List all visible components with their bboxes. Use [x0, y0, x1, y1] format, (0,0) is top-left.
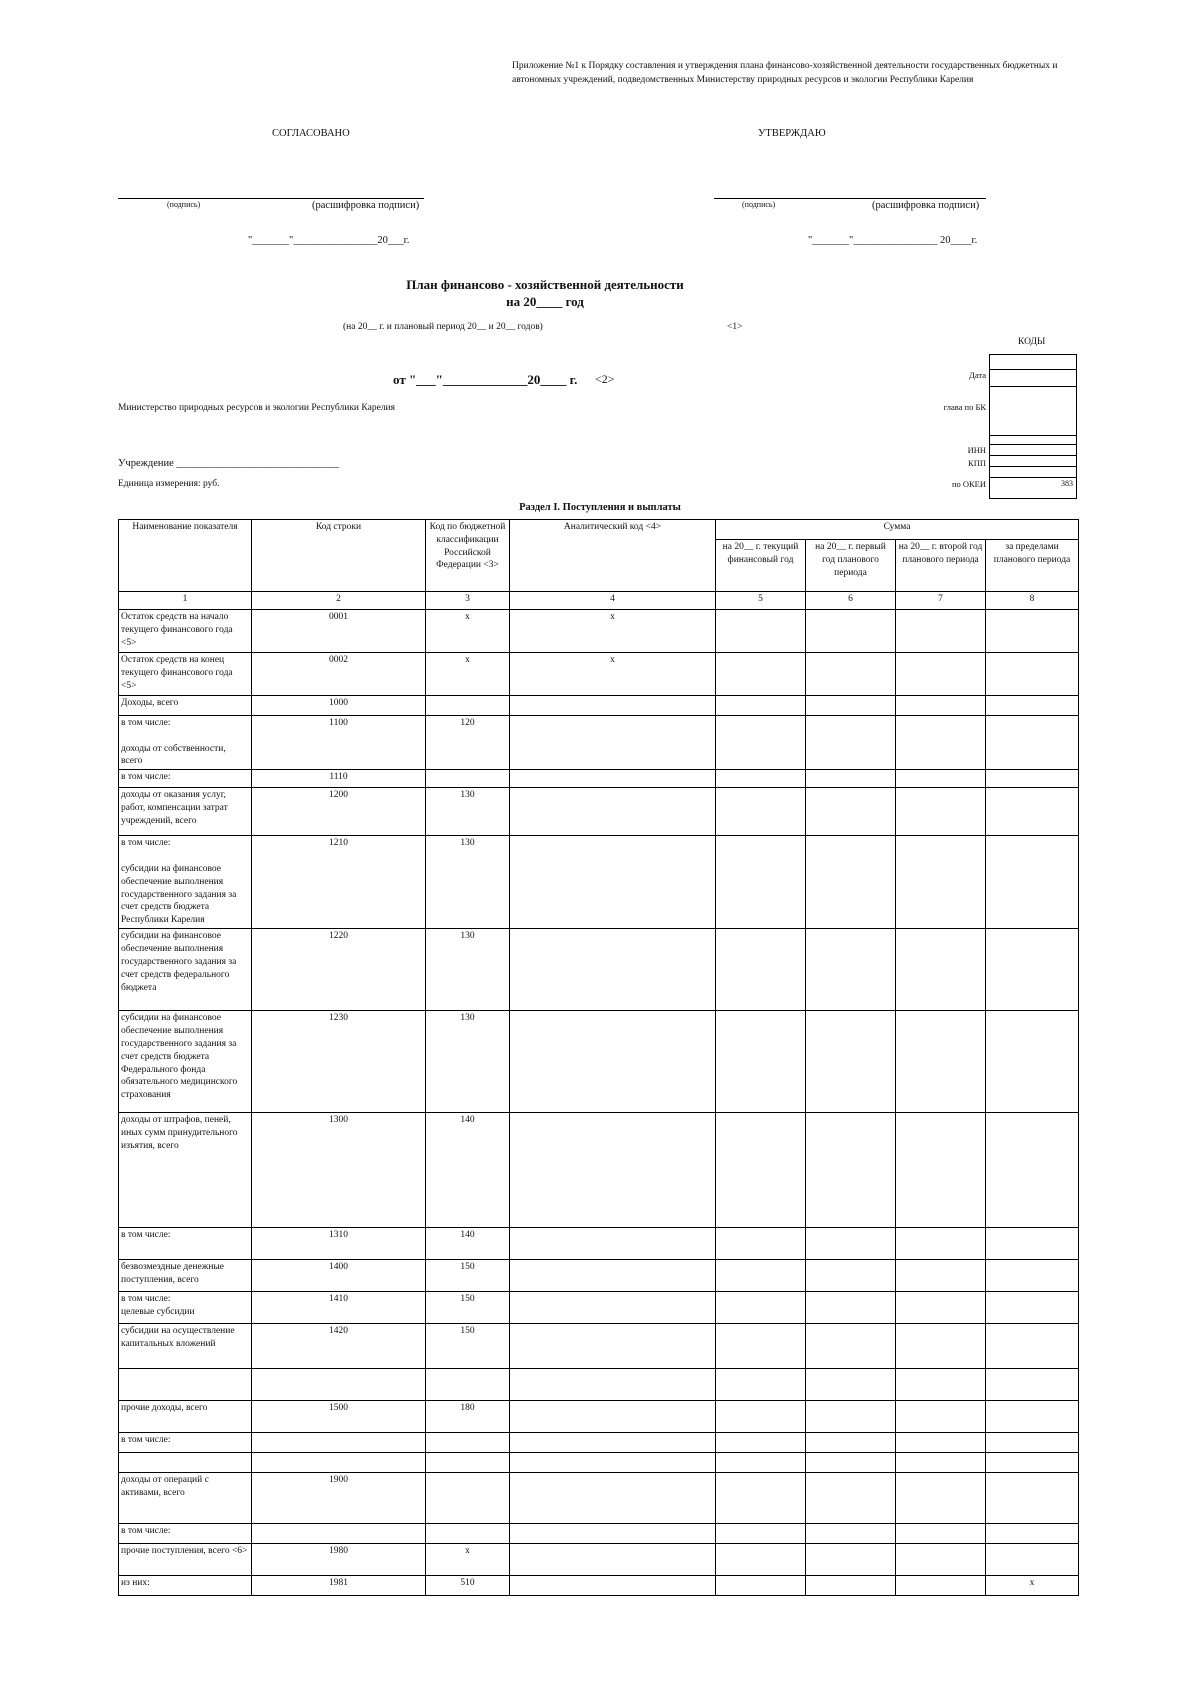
row-code-cell: 1500 [252, 1401, 426, 1433]
sum-cell [716, 1433, 806, 1453]
sum-cell [716, 836, 806, 929]
sum-cell [716, 1453, 806, 1473]
row-name-cell: доходы от операций с активами, всего [119, 1473, 252, 1524]
table-row [119, 1401, 1079, 1433]
sum-cell [806, 1401, 896, 1433]
sum-cell [806, 716, 896, 770]
sum-cell [716, 1524, 806, 1544]
sum-cell-beyond [986, 770, 1079, 788]
sum-cell [896, 1324, 986, 1369]
row-analytic-cell [510, 788, 716, 836]
sum-cell [716, 1324, 806, 1369]
row-name-cell: Остаток средств на конец текущего финансового года <5> [119, 653, 252, 696]
row-name-cell: прочие поступления, всего <6> [119, 1544, 252, 1576]
row-name-cell [119, 1369, 252, 1401]
sum-cell-beyond [986, 788, 1079, 836]
row-code-cell: 1230 [252, 1011, 426, 1113]
row-name-cell: прочие доходы, всего [119, 1401, 252, 1433]
ministry-name: Министерство природных ресурсов и экологии Республики Карелия [118, 403, 395, 413]
sum-cell-beyond [986, 1473, 1079, 1524]
table-row [119, 716, 1079, 770]
row-analytic-cell [510, 836, 716, 929]
note-1: <1> [727, 322, 743, 332]
table-row [119, 1369, 1079, 1401]
row-analytic-cell [510, 1011, 716, 1113]
row-bk-cell: 130 [426, 788, 510, 836]
sum-cell [896, 1544, 986, 1576]
sum-cell [896, 1260, 986, 1292]
institution-line: Учреждение _______________________________ [118, 458, 340, 469]
row-name-cell: доходы от оказания услуг, работ, компенсации затрат учреждений, всего [119, 788, 252, 836]
row-bk-cell: 130 [426, 929, 510, 1011]
sum-cell [896, 1576, 986, 1596]
table-row [119, 610, 1079, 653]
doc-title: План финансово - хозяйственной деятельности [406, 277, 684, 292]
row-code-cell: 1400 [252, 1260, 426, 1292]
sum-cell [896, 1228, 986, 1260]
row-code-cell [252, 1433, 426, 1453]
sum-cell [716, 1369, 806, 1401]
row-name-cell: в том числе: [119, 1433, 252, 1453]
sum-cell [806, 770, 896, 788]
note-2: <2> [595, 372, 615, 386]
table-row [119, 1453, 1079, 1473]
table-row [119, 1260, 1079, 1292]
table-row [119, 1113, 1079, 1228]
column-number: 7 [896, 592, 986, 610]
row-name-cell: в том числе: [119, 1228, 252, 1260]
sum-cell [896, 1292, 986, 1324]
sum-cell-beyond [986, 1453, 1079, 1473]
sign-decode-left: (расшифровка подписи) [312, 200, 420, 211]
row-code-cell: 1420 [252, 1324, 426, 1369]
sum-cell [716, 1544, 806, 1576]
sum-cell [716, 788, 806, 836]
row-name-cell: субсидии на осуществление капитальных вложений [119, 1324, 252, 1369]
row-bk-cell: x [426, 653, 510, 696]
row-name-cell: в том числе: субсидии на финансовое обеспечение выполнения государственного задания за счет средств бюджета Республики Карелия [119, 836, 252, 929]
row-analytic-cell [510, 1113, 716, 1228]
sum-cell [896, 1011, 986, 1113]
row-bk-cell [426, 1433, 510, 1453]
sum-cell [716, 929, 806, 1011]
sum-cell [806, 610, 896, 653]
sum-cell [716, 1576, 806, 1596]
row-analytic-cell [510, 929, 716, 1011]
approved-left-label: СОГЛАСОВАНО [272, 128, 350, 139]
column-number: 5 [716, 592, 806, 610]
sum-cell-beyond [986, 1401, 1079, 1433]
row-analytic-cell [510, 1473, 716, 1524]
row-code-cell: 1110 [252, 770, 426, 788]
date-right: "_______"________________ 20____г. [808, 235, 978, 246]
table-row [119, 1011, 1079, 1113]
table-row [119, 929, 1079, 1011]
row-code-cell: 1300 [252, 1113, 426, 1228]
row-analytic-cell [510, 1292, 716, 1324]
sum-cell [896, 1433, 986, 1453]
row-code-cell: 1200 [252, 788, 426, 836]
unit-label: Единица измерения: руб. [118, 479, 220, 489]
sum-cell [716, 1260, 806, 1292]
row-name-cell: в том числе: доходы от собственности, всего [119, 716, 252, 770]
sum-cell [896, 1369, 986, 1401]
sum-cell-beyond [986, 610, 1079, 653]
row-name-cell: в том числе: целевые субсидии [119, 1292, 252, 1324]
sum-cell [716, 653, 806, 696]
sum-cell-beyond [986, 1011, 1079, 1113]
col-header-sum: Сумма [716, 520, 1079, 540]
row-bk-cell: 180 [426, 1401, 510, 1433]
sum-cell [806, 1324, 896, 1369]
sum-cell-beyond: x [986, 1576, 1079, 1596]
sum-cell-beyond [986, 1324, 1079, 1369]
row-bk-cell [426, 1524, 510, 1544]
sum-cell [806, 836, 896, 929]
row-name-cell [119, 1453, 252, 1473]
sum-cell [716, 1228, 806, 1260]
sum-cell [716, 716, 806, 770]
row-bk-cell [426, 1453, 510, 1473]
row-code-cell [252, 1453, 426, 1473]
code-label-glava: глава по БК [943, 402, 986, 412]
sign-label-left: (подпись) [167, 200, 201, 209]
row-analytic-cell: x [510, 610, 716, 653]
col-header-bk: Код по бюджетной классификации Российской Федерации <3> [426, 520, 510, 592]
row-code-cell: 1100 [252, 716, 426, 770]
okei-value: 383 [1061, 479, 1073, 488]
code-label-okei: по ОКЕИ [951, 479, 986, 489]
row-name-cell: в том числе: [119, 770, 252, 788]
sum-cell [896, 836, 986, 929]
col-header-year-current: на 20__ г. текущий финансовый год [716, 540, 806, 592]
code-label-inn: ИНН [967, 445, 986, 455]
sum-cell [716, 1292, 806, 1324]
appendix-note: Приложение №1 к Порядку составления и утверждения плана финансово-хозяйственной деятельности государственных бюджетных и автономных учреждений, подведомственных Министерству природных ресурсов и экологии Республики Карелия [512, 61, 1058, 85]
signature-line-left [118, 198, 424, 199]
column-number: 8 [986, 592, 1079, 610]
section-title: Раздел I. Поступления и выплаты [519, 502, 681, 513]
sum-cell [806, 929, 896, 1011]
sum-cell [806, 1113, 896, 1228]
row-code-cell: 1000 [252, 696, 426, 716]
row-bk-cell: 510 [426, 1576, 510, 1596]
row-analytic-cell [510, 1576, 716, 1596]
sum-cell [896, 1453, 986, 1473]
sum-cell [716, 610, 806, 653]
row-code-cell: 1900 [252, 1473, 426, 1524]
row-bk-cell: 150 [426, 1260, 510, 1292]
row-code-cell [252, 1369, 426, 1401]
row-bk-cell: 140 [426, 1228, 510, 1260]
column-number: 3 [426, 592, 510, 610]
row-code-cell: 1220 [252, 929, 426, 1011]
signature-line-right [714, 198, 986, 199]
table-row [119, 653, 1079, 696]
row-analytic-cell [510, 1524, 716, 1544]
sign-decode-right: (расшифровка подписи) [872, 200, 980, 211]
sum-cell [896, 1473, 986, 1524]
sum-cell [716, 696, 806, 716]
sum-cell [806, 1433, 896, 1453]
sum-cell [806, 1292, 896, 1324]
sum-cell [806, 1544, 896, 1576]
row-analytic-cell [510, 1324, 716, 1369]
column-number: 1 [119, 592, 252, 610]
col-header-name: Наименование показателя [119, 520, 252, 592]
row-name-cell: субсидии на финансовое обеспечение выполнения государственного задания за счет средств федерального бюджета [119, 929, 252, 1011]
row-code-cell [252, 1524, 426, 1544]
sum-cell-beyond [986, 929, 1079, 1011]
sum-cell-beyond [986, 696, 1079, 716]
row-analytic-cell [510, 1453, 716, 1473]
sum-cell [806, 696, 896, 716]
column-number: 4 [510, 592, 716, 610]
sum-cell-beyond [986, 1260, 1079, 1292]
sum-cell-beyond [986, 1544, 1079, 1576]
sum-cell [896, 1524, 986, 1544]
row-name-cell: из них: [119, 1576, 252, 1596]
row-analytic-cell [510, 1228, 716, 1260]
table-row [119, 1524, 1079, 1544]
sum-cell [896, 696, 986, 716]
row-name-cell: субсидии на финансовое обеспечение выполнения государственного задания за счет средств бюджета Федерального фонда обязательного медицинского страхования [119, 1011, 252, 1113]
sum-cell [716, 1011, 806, 1113]
row-code-cell: 1310 [252, 1228, 426, 1260]
sum-cell-beyond [986, 1369, 1079, 1401]
sum-cell-beyond [986, 1113, 1079, 1228]
sum-cell [806, 1260, 896, 1292]
sum-cell [806, 1369, 896, 1401]
sum-cell [806, 1473, 896, 1524]
sum-cell [806, 1228, 896, 1260]
sum-cell [896, 770, 986, 788]
table-row [119, 1544, 1079, 1576]
sum-cell [896, 610, 986, 653]
row-bk-cell: 150 [426, 1292, 510, 1324]
sum-cell [806, 653, 896, 696]
period-text: (на 20__ г. и плановый период 20__ и 20__ годов) [343, 322, 543, 332]
row-bk-cell [426, 770, 510, 788]
row-bk-cell: 140 [426, 1113, 510, 1228]
sum-cell [806, 1453, 896, 1473]
table-row [119, 1324, 1079, 1369]
sum-cell [806, 1011, 896, 1113]
sum-cell-beyond [986, 653, 1079, 696]
row-analytic-cell [510, 1369, 716, 1401]
sum-cell-beyond [986, 1292, 1079, 1324]
doc-title-year: на 20____ год [506, 294, 584, 309]
column-number-row [119, 592, 1079, 610]
row-code-cell: 1981 [252, 1576, 426, 1596]
sum-cell [896, 1401, 986, 1433]
sum-cell [806, 788, 896, 836]
col-header-beyond: за пределами планового периода [986, 540, 1079, 592]
row-code-cell: 0001 [252, 610, 426, 653]
row-analytic-cell [510, 1260, 716, 1292]
table-row [119, 1433, 1079, 1453]
table-row [119, 1228, 1079, 1260]
code-label-date: Дата [969, 370, 986, 380]
row-name-cell: в том числе: [119, 1524, 252, 1544]
sum-cell [716, 1113, 806, 1228]
approved-right-label: УТВЕРЖДАЮ [758, 128, 826, 139]
sum-cell-beyond [986, 1433, 1079, 1453]
sum-cell [896, 716, 986, 770]
column-number: 2 [252, 592, 426, 610]
sum-cell [716, 770, 806, 788]
row-analytic-cell [510, 716, 716, 770]
col-header-year-first: на 20__ г. первый год планового периода [806, 540, 896, 592]
row-bk-cell: 130 [426, 1011, 510, 1113]
sum-cell [896, 1113, 986, 1228]
row-bk-cell: x [426, 1544, 510, 1576]
row-bk-cell [426, 1369, 510, 1401]
table-row [119, 770, 1079, 788]
table-row [119, 1473, 1079, 1524]
row-name-cell: Доходы, всего [119, 696, 252, 716]
column-number: 6 [806, 592, 896, 610]
row-bk-cell [426, 1473, 510, 1524]
code-label-kpp: КПП [968, 458, 986, 468]
sum-cell-beyond [986, 836, 1079, 929]
row-analytic-cell [510, 1544, 716, 1576]
row-bk-cell [426, 696, 510, 716]
sum-cell [806, 1524, 896, 1544]
row-code-cell: 0002 [252, 653, 426, 696]
income-expense-table [118, 519, 1079, 1596]
sum-cell [806, 1576, 896, 1596]
col-header-analytic: Аналитический код <4> [510, 520, 716, 592]
sign-label-right: (подпись) [742, 200, 776, 209]
table-row [119, 788, 1079, 836]
row-code-cell: 1410 [252, 1292, 426, 1324]
row-name-cell: безвозмездные денежные поступления, всего [119, 1260, 252, 1292]
row-code-cell: 1210 [252, 836, 426, 929]
row-analytic-cell [510, 696, 716, 716]
date-left: "_______"________________20___г. [248, 235, 410, 246]
col-header-year-second: на 20__ г. второй год планового периода [896, 540, 986, 592]
table-row [119, 836, 1079, 929]
sum-cell-beyond [986, 716, 1079, 770]
row-bk-cell: x [426, 610, 510, 653]
row-analytic-cell [510, 1433, 716, 1453]
row-bk-cell: 150 [426, 1324, 510, 1369]
sum-cell [716, 1473, 806, 1524]
row-analytic-cell [510, 770, 716, 788]
sum-cell-beyond [986, 1228, 1079, 1260]
sum-cell [716, 1401, 806, 1433]
table-row [119, 1292, 1079, 1324]
sum-cell-beyond [986, 1524, 1079, 1544]
sum-cell [896, 653, 986, 696]
row-name-cell: Остаток средств на начало текущего финансового года <5> [119, 610, 252, 653]
row-analytic-cell [510, 1401, 716, 1433]
row-analytic-cell: x [510, 653, 716, 696]
codes-header: КОДЫ [1018, 337, 1046, 347]
row-bk-cell: 120 [426, 716, 510, 770]
table-row [119, 696, 1079, 716]
col-header-code: Код строки [252, 520, 426, 592]
table-row [119, 1576, 1079, 1596]
from-date: от "___"_____________20____ г. [393, 372, 578, 387]
row-name-cell: доходы от штрафов, пеней, иных сумм принудительного изъятия, всего [119, 1113, 252, 1228]
codes-box [989, 354, 1077, 499]
row-code-cell: 1980 [252, 1544, 426, 1576]
sum-cell [896, 929, 986, 1011]
sum-cell [896, 788, 986, 836]
row-bk-cell: 130 [426, 836, 510, 929]
